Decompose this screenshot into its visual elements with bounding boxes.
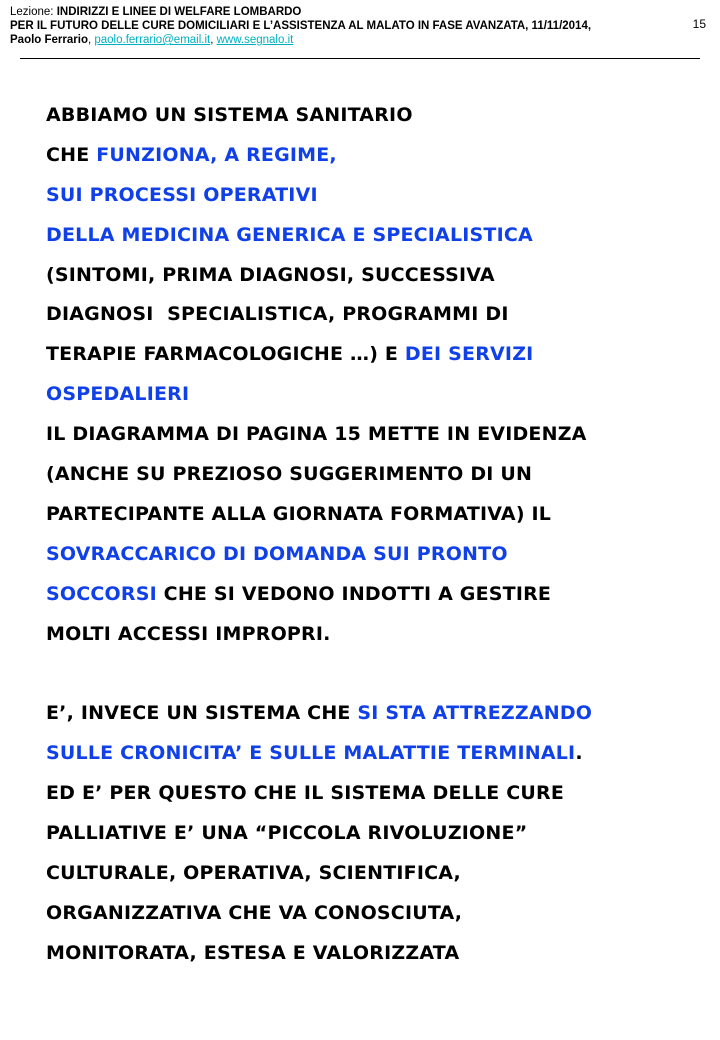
text-segment: MONITORATA, ESTESA E VALORIZZATA	[46, 941, 460, 964]
text-line	[46, 176, 592, 216]
text-line	[46, 335, 592, 375]
separator: ,	[210, 34, 217, 46]
text-segment: DIAGNOSI SPECIALISTICA, PROGRAMMI DI	[46, 303, 509, 326]
highlighted-text: SI STA ATTREZZANDO	[357, 702, 593, 725]
separator: ,	[87, 34, 95, 46]
body-text	[46, 96, 592, 974]
text-segment: CHE SI VEDONO INDOTTI A GESTIRE	[156, 582, 552, 605]
highlighted-text: OSPEDALIERI	[46, 383, 190, 406]
text-line	[46, 375, 592, 415]
text-line	[46, 96, 592, 136]
text-segment: ABBIAMO UN SISTEMA SANITARIO	[46, 104, 413, 126]
lesson-title: INDIRIZZI E LINEE DI WELFARE LOMBARDO	[56, 6, 302, 18]
lesson-subtitle: PER IL FUTURO DELLE CURE DOMICILIARI E L’ASSISTENZA AL MALATO IN FASE AVANZATA, 11/11/2014,	[10, 20, 592, 32]
author: Paolo Ferrario	[10, 34, 88, 46]
website-link[interactable]: www.segnalo.it	[216, 34, 294, 46]
text-segment: (SINTOMI, PRIMA DIAGNOSI, SUCCESSIVA	[46, 263, 495, 286]
text-line	[46, 495, 592, 535]
text-segment: (ANCHE SU PREZIOSO SUGGERIMENTO DI UN	[46, 463, 533, 486]
text-line	[46, 535, 592, 575]
text-segment: IL DIAGRAMMA DI PAGINA 15 METTE IN EVIDENZA	[46, 423, 587, 446]
highlighted-text: SULLE CRONICITA’ E SULLE MALATTIE TERMINALI	[46, 742, 576, 765]
highlighted-text: FUNZIONA, A REGIME,	[96, 143, 337, 166]
text-line	[46, 934, 592, 974]
text-line	[46, 136, 592, 176]
text-segment: PALLIATIVE E’ UNA “PICCOLA RIVOLUZIONE”	[46, 822, 528, 845]
highlighted-text: SUI PROCESSI OPERATIVI	[46, 183, 318, 206]
text-segment: E’, INVECE UN SISTEMA CHE	[46, 702, 358, 725]
text-line	[46, 894, 592, 934]
text-line	[46, 455, 592, 495]
highlighted-text: DELLA MEDICINA GENERICA E SPECIALISTICA	[46, 223, 533, 246]
page-number: 15	[692, 17, 706, 31]
email-link[interactable]: paolo.ferrario@email.it	[94, 34, 211, 46]
text-line	[46, 854, 592, 894]
text-line	[46, 814, 592, 854]
text-line	[46, 774, 592, 814]
text-segment: PARTECIPANTE ALLA GIORNATA FORMATIVA) IL	[46, 502, 552, 525]
text-segment: .	[575, 742, 583, 765]
text-line	[46, 575, 592, 615]
text-line	[46, 734, 592, 774]
text-line	[46, 694, 592, 734]
text-segment: CHE	[46, 143, 97, 166]
text-line	[46, 615, 592, 655]
page-header	[10, 5, 591, 47]
text-line	[46, 415, 592, 455]
text-segment: ED E’ PER QUESTO CHE IL SISTEMA DELLE CURE	[46, 782, 565, 805]
highlighted-text: SOVRACCARICO DI DOMANDA SUI PRONTO	[46, 542, 508, 565]
text-line	[46, 295, 592, 335]
highlighted-text: DEI SERVIZI	[404, 343, 534, 366]
highlighted-text: SOCCORSI	[46, 582, 157, 605]
text-segment: ORGANIZZATIVA CHE VA CONOSCIUTA,	[46, 901, 463, 924]
text-line	[46, 256, 592, 296]
header-divider	[20, 58, 700, 59]
text-segment: MOLTI ACCESSI IMPROPRI.	[46, 622, 331, 645]
text-segment: CULTURALE, OPERATIVA, SCIENTIFICA,	[46, 861, 461, 884]
lesson-label: Lezione:	[10, 6, 57, 18]
text-line	[46, 216, 592, 256]
text-line	[46, 654, 592, 694]
text-segment: TERAPIE FARMACOLOGICHE …) E	[46, 343, 405, 366]
